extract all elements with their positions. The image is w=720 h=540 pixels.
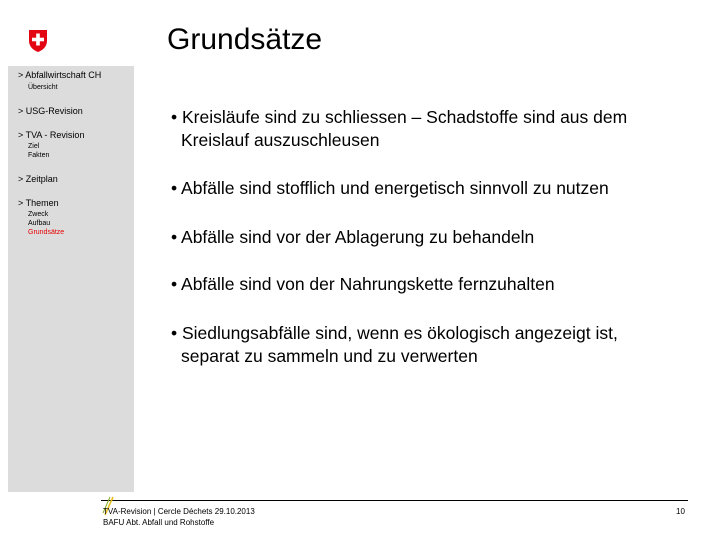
sidebar-item-zeitplan[interactable]: > Zeitplan [18,174,58,184]
page-number: 10 [676,507,685,516]
swiss-cross-icon [28,29,48,53]
bullet-text-continuation: separat zu sammeln und zu verwerten [181,346,478,366]
footer-divider [101,500,688,501]
bullet-item [171,177,609,200]
sidebar-subitem-zweck[interactable]: Zweck [28,211,49,218]
footer-text-event: TVA-Revision | Cercle Déchets 29.10.2013 [103,507,255,516]
bullet-item [171,322,618,368]
bullet-text: • Abfälle sind von der Nahrungskette fernzuhalten [171,274,555,294]
sidebar-item-themen[interactable]: > Themen [18,198,59,208]
bullet-text: • Kreisläufe sind zu schliessen – Schadstoffe sind aus dem [171,107,628,127]
bullet-text-continuation: Kreislauf auszuschleusen [181,130,380,150]
sidebar-item-abfallwirtschaft[interactable]: > Abfallwirtschaft CH [18,70,102,80]
sidebar-subitem-aufbau[interactable]: Aufbau [28,220,51,227]
sidebar-item-tva-revision[interactable]: > TVA - Revision [18,130,85,140]
slide-title: Grundsätze [167,23,323,56]
footer-text-department: BAFU Abt. Abfall und Rohstoffe [103,518,215,527]
bullet-text: • Siedlungsabfälle sind, wenn es ökologisch angezeigt ist, [171,323,618,343]
sidebar-subitem-uebersicht[interactable]: Übersicht [28,84,58,91]
bullet-item [171,106,627,152]
sidebar-item-usg-revision[interactable]: > USG-Revision [18,106,83,116]
sidebar-subitem-grundsaetze[interactable]: Grundsätze [28,229,65,236]
sidebar-subitem-ziel[interactable]: Ziel [28,143,40,150]
bullet-text: • Abfälle sind stofflich und energetisch sinnvoll zu nutzen [171,178,609,198]
sidebar-subitem-fakten[interactable]: Fakten [28,152,50,159]
bullet-item [171,226,534,249]
bullet-text: • Abfälle sind vor der Ablagerung zu behandeln [171,227,535,247]
bullet-item [171,273,555,296]
